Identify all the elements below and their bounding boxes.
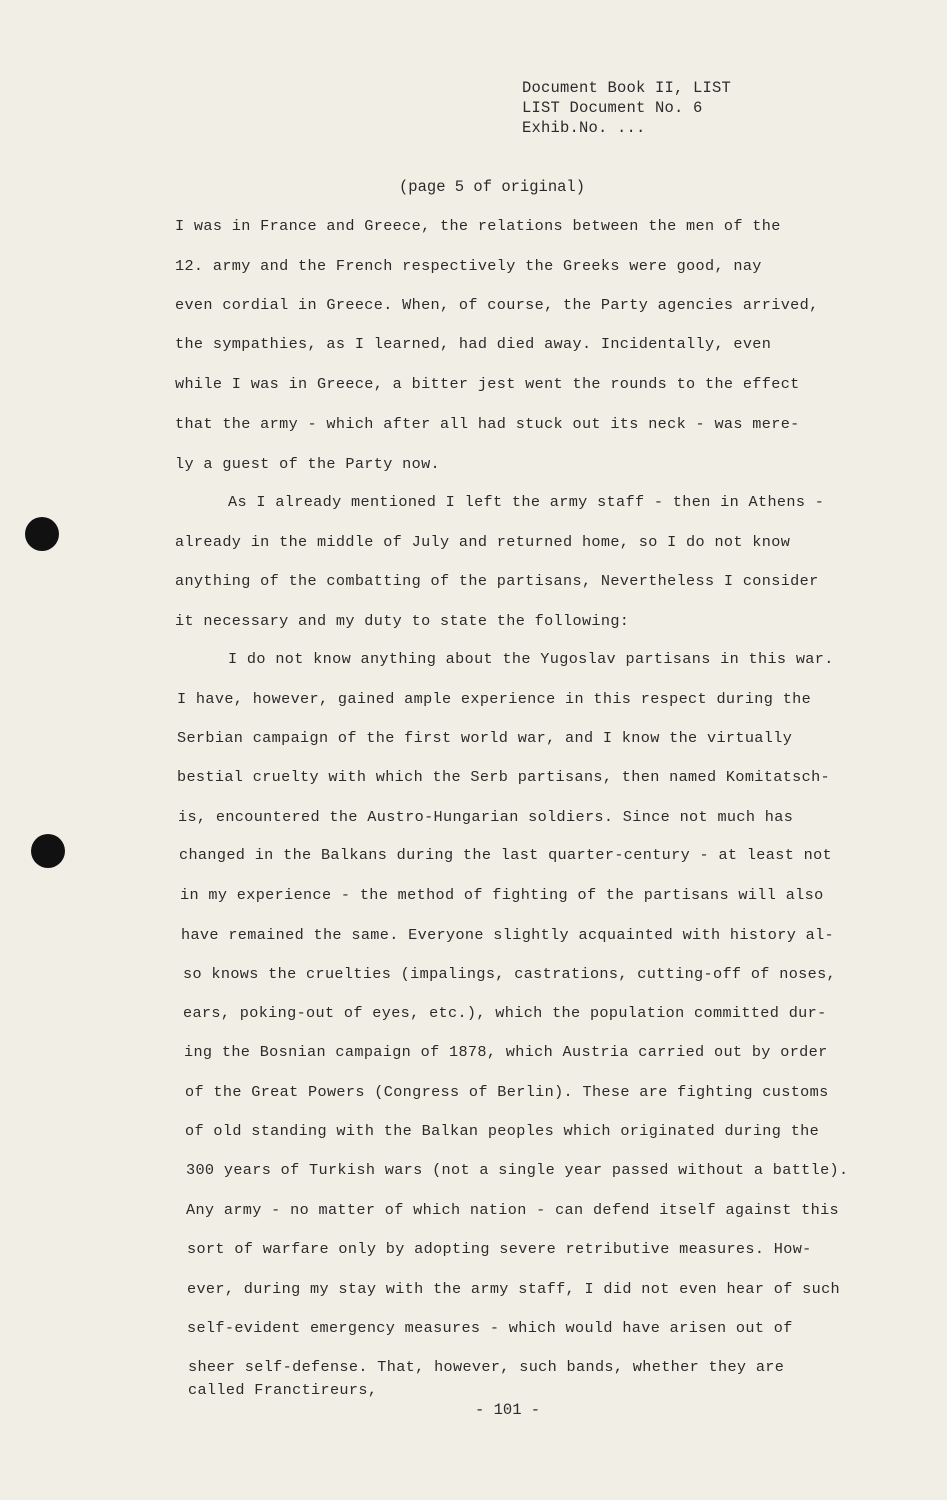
header-line-1: Document Book II, LIST (522, 79, 732, 97)
text-line: of old standing with the Balkan peoples which originated during the (185, 1122, 820, 1140)
text-line: sort of warfare only by adopting severe retributive measures. How- (187, 1240, 812, 1258)
text-line: ly a guest of the Party now. (175, 455, 440, 473)
text-line: called Franctireurs, (188, 1381, 378, 1399)
text-line: I do not know anything about the Yugoslav partisans in this war. (228, 650, 834, 668)
text-line: Any army - no matter of which nation - can defend itself against this (186, 1201, 840, 1219)
text-line: ever, during my stay with the army staff, I did not even hear of such (187, 1280, 841, 1298)
header-line-3: Exhib.No. ... (522, 119, 646, 137)
text-line: already in the middle of July and returned home, so I do not know (175, 533, 791, 551)
text-line: the sympathies, as I learned, had died away. Incidentally, even (175, 335, 772, 353)
text-line: 300 years of Turkish wars (not a single year passed without a battle). (186, 1161, 849, 1179)
text-line: even cordial in Greece. When, of course, the Party agencies arrived, (175, 296, 819, 314)
text-line: 12. army and the French respectively the Greeks were good, nay (175, 257, 762, 275)
page-subtitle: (page 5 of original) (399, 178, 586, 196)
text-line: changed in the Balkans during the last quarter-century - at least not (179, 846, 833, 864)
text-line: bestial cruelty with which the Serb partisans, then named Komitatsch- (177, 768, 831, 786)
punch-hole-top (25, 517, 59, 551)
text-line: of the Great Powers (Congress of Berlin). These are fighting customs (185, 1083, 829, 1101)
text-line: ears, poking-out of eyes, etc.), which the population committed dur- (183, 1004, 827, 1022)
header-line-2: LIST Document No. 6 (522, 99, 703, 117)
text-line: while I was in Greece, a bitter jest went the rounds to the effect (175, 375, 800, 393)
text-line: so knows the cruelties (impalings, castrations, cutting-off of noses, (183, 965, 837, 983)
punch-hole-bottom (31, 834, 65, 868)
text-line: is, encountered the Austro-Hungarian soldiers. Since not much has (178, 808, 794, 826)
text-line: that the army - which after all had stuck out its neck - was mere- (175, 415, 800, 433)
text-line: Serbian campaign of the first world war, and I know the virtually (177, 729, 793, 747)
text-line: self-evident emergency measures - which would have arisen out of (187, 1319, 793, 1337)
page-number: - 101 - (475, 1401, 541, 1419)
text-line: anything of the combatting of the partisans, Nevertheless I consider (175, 572, 819, 590)
text-line: sheer self-defense. That, however, such bands, whether they are (188, 1358, 785, 1376)
document-header (522, 78, 731, 138)
text-line: have remained the same. Everyone slightly acquainted with history al- (181, 926, 835, 944)
text-line: in my experience - the method of fighting of the partisans will also (180, 886, 824, 904)
text-line: I have, however, gained ample experience in this respect during the (177, 690, 812, 708)
text-line: it necessary and my duty to state the following: (175, 612, 630, 630)
text-line: I was in France and Greece, the relations between the men of the (175, 217, 781, 235)
text-line: ing the Bosnian campaign of 1878, which Austria carried out by order (184, 1043, 828, 1061)
text-line: As I already mentioned I left the army staff - then in Athens - (228, 493, 825, 511)
